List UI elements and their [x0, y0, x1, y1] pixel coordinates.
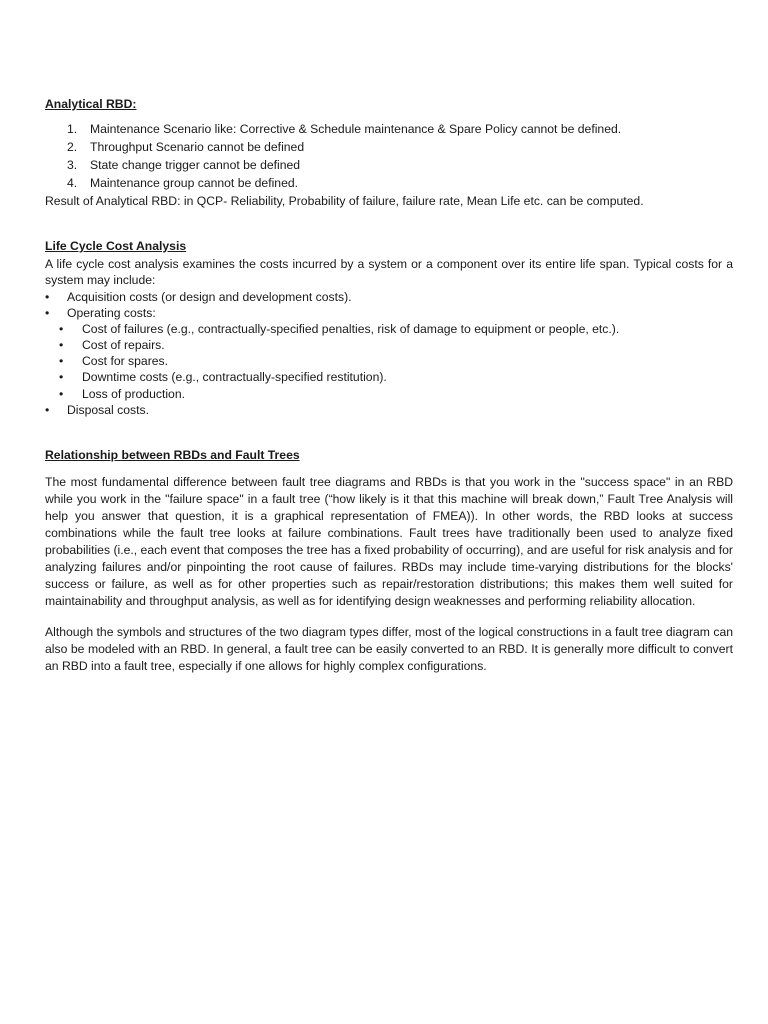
list-item	[45, 175, 733, 193]
list-item-text: Cost of repairs.	[82, 338, 165, 353]
list-item	[45, 289, 733, 305]
relationship-paragraph-1: The most fundamental difference between fault tree diagrams and RBDs is that you work in the "success space" in an RBD while you work in the "failure space" in a fault tree (“how likely is it that this machine will break down,” Fault Tree Analysis will help you answer that question, it is a graphical representation of FMEA)). In other words, the RBD looks at success combinations while the fault tree looks at failure combinations. Fault trees have traditionally been used to analyze fixed probabilities (i.e., each event that composes the tree has a fixed probability of occurring), and are useful for risk analysis and for analyzing failures and/or pinpointing the root cause of failures. RBDs may include time-varying distributions for the blocks' success or failure, as well as for other properties such as repair/restoration distributions; this makes them well suited for maintainability and throughput analysis, as well as for identifying design weaknesses and performing reliability allocation.	[45, 475, 733, 608]
list-item-text: Loss of production.	[82, 386, 185, 401]
list-item-text: Acquisition costs (or design and development costs).	[67, 290, 352, 304]
list-item	[45, 121, 733, 139]
list-number: 2.	[67, 139, 78, 154]
list-item-text: Downtime costs (e.g., contractually-specified restitution).	[82, 370, 387, 385]
relationship-paragraph-2: Although the symbols and structures of the two diagram types differ, most of the logical constructions in a fault tree diagram can also be modeled with an RBD. In general, a fault tree can be easily converted to an RBD. It is generally more difficult to convert an RBD into a fault tree, especially if one allows for highly complex configurations.	[45, 625, 733, 673]
list-item	[45, 305, 733, 321]
list-item	[45, 157, 733, 175]
analytical-rbd-result: Result of Analytical RBD: in QCP- Reliability, Probability of failure, failure rate, Mean Life etc. can be computed.	[45, 194, 644, 208]
bullet-icon: •	[45, 306, 50, 321]
bullet-icon: •	[45, 290, 50, 304]
analytical-rbd-heading: Analytical RBD:	[45, 97, 137, 111]
list-item-text: Disposal costs.	[67, 402, 149, 417]
bullet-icon: •	[59, 386, 64, 401]
bullet-icon: •	[45, 402, 50, 417]
lcc-cost-list	[45, 289, 733, 418]
list-item-text: Maintenance Scenario like: Corrective & Schedule maintenance & Spare Policy cannot be defined.	[90, 122, 622, 136]
bullet-icon: •	[59, 354, 64, 369]
list-number: 4.	[67, 175, 78, 190]
relationship-heading: Relationship between RBDs and Fault Trees	[45, 448, 300, 462]
analytical-rbd-list	[45, 121, 733, 193]
list-item	[45, 139, 733, 157]
list-item	[45, 386, 733, 402]
lcc-intro: A life cycle cost analysis examines the costs incurred by a system or a component over its entire life span. Typical costs for a system may include:	[45, 257, 733, 288]
list-item	[45, 337, 733, 353]
list-item	[45, 321, 733, 337]
list-number: 3.	[67, 157, 78, 172]
list-item-text: Operating costs:	[67, 306, 156, 321]
bullet-icon: •	[59, 370, 64, 385]
list-number: 1.	[67, 122, 78, 136]
list-item-text: State change trigger cannot be defined	[90, 157, 301, 172]
bullet-icon: •	[59, 322, 64, 337]
list-item-text: Maintenance group cannot be defined.	[90, 175, 299, 190]
list-item-text: Cost for spares.	[82, 354, 169, 369]
list-item-text: Cost of failures (e.g., contractually-specified penalties, risk of damage to equipment or people, etc.).	[82, 322, 620, 337]
list-item	[45, 353, 733, 369]
bullet-icon: •	[59, 338, 64, 353]
list-item	[45, 369, 733, 385]
list-item	[45, 402, 733, 418]
lcc-heading: Life Cycle Cost Analysis	[45, 239, 187, 253]
list-item-text: Throughput Scenario cannot be defined	[90, 139, 305, 154]
